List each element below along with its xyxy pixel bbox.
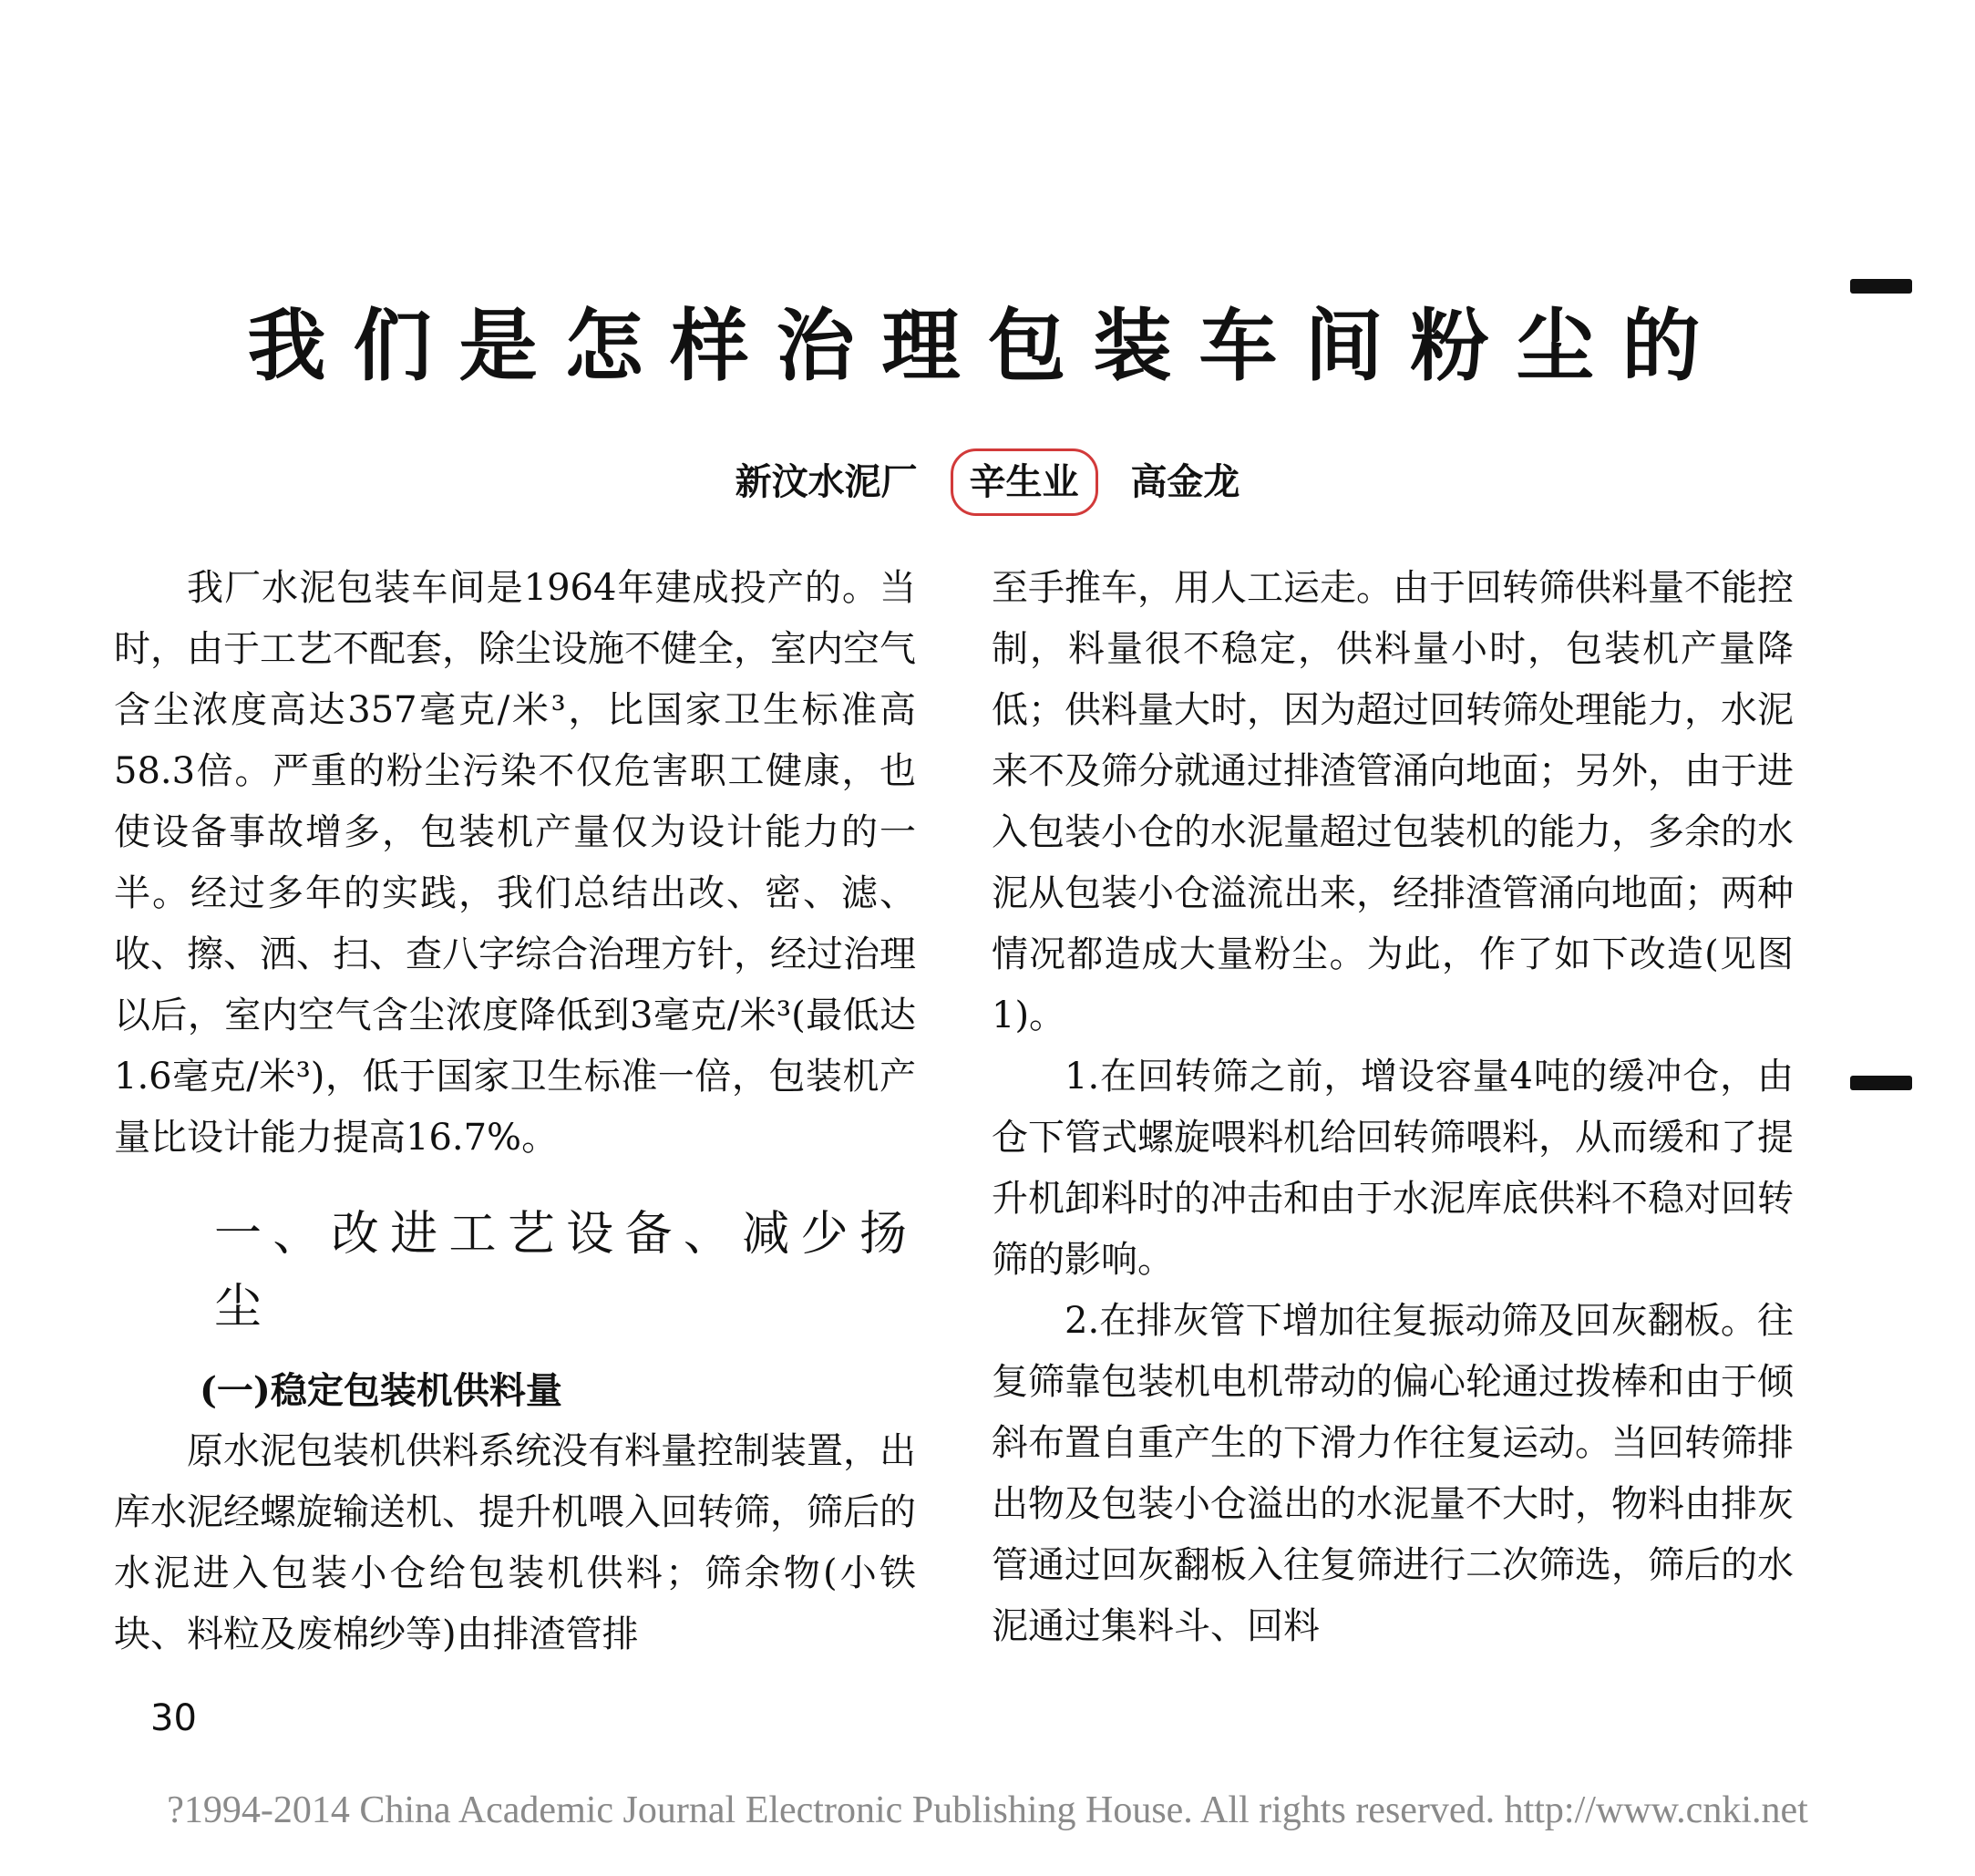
- copyright-footer: ?1994-2014 China Academic Journal Electronic Publishing House. All rights reserved. http://www.cnki.net: [167, 1789, 1808, 1831]
- page-number: 30: [150, 1697, 197, 1739]
- margin-mark: [1850, 1076, 1912, 1090]
- byline: [0, 448, 1975, 516]
- body-paragraph: 至手推车，用人工运走。由于回转筛供料量不能控制，料量很不稳定，供料量小时，包装机产量降低；供料量大时，因为超过回转筛处理能力，水泥来不及筛分就通过排渣管涌向地面；另外，由于进入包装小仓的水泥量超过包装机的能力，多余的水泥从包装小仓溢流出来，经排渣管涌向地面；两种情况都造成大量粉尘。为此，作了如下改造(见图1)。: [992, 567, 1794, 1036]
- intro-paragraph: 我厂水泥包装车间是1964年建成投产的。当时，由于工艺不配套，除尘设施不健全，室内空气含尘浓度高达357毫克/米³，比国家卫生标准高58.3倍。严重的粉尘污染不仅危害职工健康，也使设备事故增多，包装机产量仅为设计能力的一半。经过多年的实践，我们总结出改、密、滤、收、擦、洒、扫、查八字综合治理方针，经过治理以后，室内空气含尘浓度降低到3毫克/米³(最低达1.6毫克/米³)，低于国家卫生标准一倍，包装机产量比设计能力提高16.7%。: [114, 567, 916, 1159]
- margin-mark: [1850, 279, 1912, 294]
- author-circled: 辛生业: [951, 448, 1098, 516]
- body-paragraph: 1.在回转筛之前，增设容量4吨的缓冲仓，由仓下管式螺旋喂料机给回转筛喂料，从而缓和了提升机卸料时的冲击和由于水泥库底供料不稳对回转筛的影响。: [992, 1056, 1794, 1281]
- body-paragraph: 2.在排灰管下增加往复振动筛及回灰翻板。往复筛靠包装机电机带动的偏心轮通过拨棒和由于倾斜布置自重产生的下滑力作往复运动。当回转筛排出物及包装小仓溢出的水泥量不大时，物料由排灰管通过回灰翻板入往复筛进行二次筛选，筛后的水泥通过集料斗、回料: [992, 1300, 1794, 1647]
- right-column: [992, 558, 1794, 1657]
- section-heading: 一、改进工艺设备、减少扬尘: [214, 1207, 916, 1335]
- body-paragraph: 原水泥包装机供料系统没有料量控制装置，出库水泥经螺旋输送机、提升机喂入回转筛，筛后的水泥进入包装小仓给包装机供料；筛余物(小铁块、料粒及废棉纱等)由排渣管排: [114, 1430, 916, 1655]
- article-title: 我们是怎样治理包装车间粉尘的: [247, 301, 1728, 392]
- organization: 新汶水泥厂: [735, 461, 918, 503]
- sub-heading: (一)稳定包装机供料量: [200, 1369, 562, 1412]
- author: 高金龙: [1130, 461, 1240, 503]
- left-column: [114, 558, 916, 1665]
